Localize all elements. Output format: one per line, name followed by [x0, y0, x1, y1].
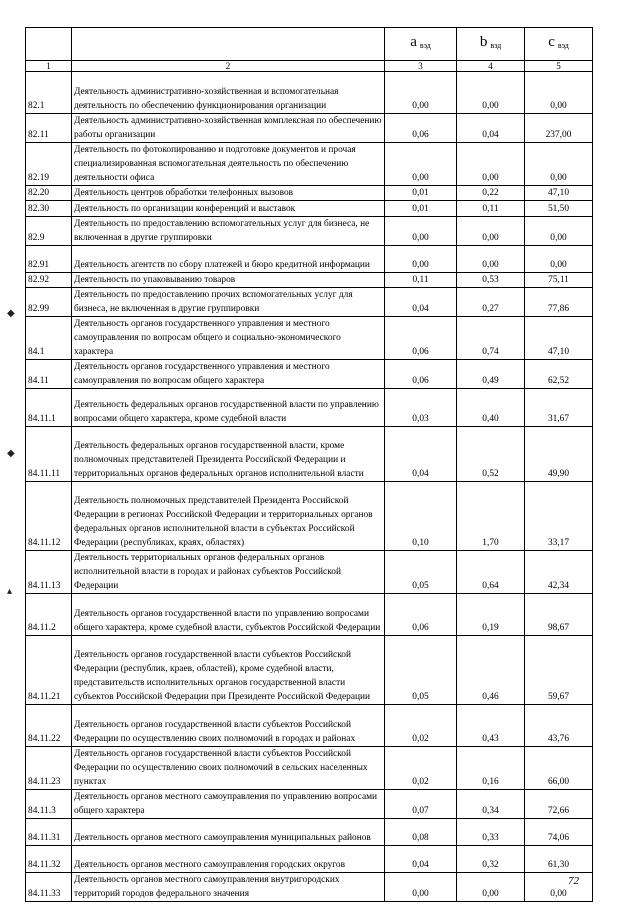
row-value-c: 47,10 [525, 317, 593, 360]
margin-mark: ◆ [7, 448, 15, 459]
row-value-b: 0,19 [457, 594, 525, 636]
row-value-c: 33,17 [525, 482, 593, 551]
row-value-b: 0,00 [457, 72, 525, 114]
row-code: 82.30 [26, 201, 72, 217]
row-value-b: 0,32 [457, 846, 525, 873]
row-value-a: 0,01 [385, 201, 457, 217]
row-code: 84.11.2 [26, 594, 72, 636]
row-value-b: 0,33 [457, 819, 525, 846]
row-value-a: 0,00 [385, 72, 457, 114]
row-code: 84.11.1 [26, 389, 72, 427]
row-value-c: 59,67 [525, 636, 593, 705]
row-description: Деятельность территориальных органов федеральных органов исполнительной власти в городах и районах субъектов Российской Федерации [72, 551, 385, 594]
row-value-b: 0,43 [457, 705, 525, 747]
row-description: Деятельность административно-хозяйственная и вспомогательная деятельность по обеспечению функционирования организации [72, 72, 385, 114]
coefficients-table [25, 27, 593, 902]
row-value-b: 0,27 [457, 288, 525, 317]
table-row [26, 790, 593, 819]
row-value-a: 0,04 [385, 288, 457, 317]
row-value-c: 72,66 [525, 790, 593, 819]
row-value-b: 0,00 [457, 217, 525, 246]
page-number: 72 [568, 875, 579, 887]
row-description: Деятельность центров обработки телефонных вызовов [72, 186, 385, 201]
table-body [26, 72, 593, 902]
row-value-b: 0,22 [457, 186, 525, 201]
row-code: 82.91 [26, 246, 72, 273]
row-description: Деятельность органов государственного управления и местного самоуправления по вопросам общего характера [72, 360, 385, 389]
row-value-c: 42,34 [525, 551, 593, 594]
row-value-c: 61,30 [525, 846, 593, 873]
row-code: 82.92 [26, 273, 72, 288]
row-description: Деятельность по предоставлению прочих вспомогательных услуг для бизнеса, не включенная в другие группировки [72, 288, 385, 317]
column-number: 5 [525, 61, 593, 72]
header-row [26, 28, 593, 61]
row-value-a: 0,05 [385, 636, 457, 705]
row-description: Деятельность органов местного самоуправления городских округов [72, 846, 385, 873]
table-row [26, 360, 593, 389]
table-row [26, 594, 593, 636]
table-row [26, 747, 593, 790]
row-code: 82.11 [26, 114, 72, 143]
table-row [26, 217, 593, 246]
row-value-c: 75,11 [525, 273, 593, 288]
table-row [26, 846, 593, 873]
row-value-a: 0,06 [385, 317, 457, 360]
row-description: Деятельность органов местного самоуправления муниципальных районов [72, 819, 385, 846]
row-code: 84.11.21 [26, 636, 72, 705]
row-description: Деятельность органов местного самоуправления внутригородских территорий городов федерального значения [72, 873, 385, 902]
row-description: Деятельность агентств по сбору платежей и бюро кредитной информации [72, 246, 385, 273]
row-value-a: 0,00 [385, 873, 457, 902]
row-code: 84.11.23 [26, 747, 72, 790]
header-b-subscript: вэд [490, 41, 502, 50]
row-value-b: 0,04 [457, 114, 525, 143]
row-value-a: 0,02 [385, 747, 457, 790]
row-value-b: 0,46 [457, 636, 525, 705]
row-code: 84.11.31 [26, 819, 72, 846]
header-a-label: a [410, 34, 417, 50]
row-description: Деятельность полномочных представителей Президента Российской Федерации в регионах Российской Федерации и территориальных органов федеральных органов исполнительной власти в субъектах Российской Федерации (республиках, краях, областях) [72, 482, 385, 551]
row-value-b: 0,74 [457, 317, 525, 360]
table-row [26, 246, 593, 273]
header-c-subscript: вэд [557, 41, 569, 50]
row-value-a: 0,03 [385, 389, 457, 427]
column-number-row [26, 61, 593, 72]
row-code: 82.20 [26, 186, 72, 201]
row-value-a: 0,00 [385, 217, 457, 246]
header-a-subscript: вэд [419, 41, 431, 50]
row-value-a: 0,00 [385, 143, 457, 186]
table-row [26, 427, 593, 482]
row-value-b: 0,00 [457, 873, 525, 902]
column-number: 4 [457, 61, 525, 72]
row-code: 84.11.33 [26, 873, 72, 902]
row-value-c: 0,00 [525, 72, 593, 114]
row-code: 82.19 [26, 143, 72, 186]
table-row [26, 114, 593, 143]
row-value-b: 0,11 [457, 201, 525, 217]
row-description: Деятельность по упаковыванию товаров [72, 273, 385, 288]
table-row [26, 72, 593, 114]
row-value-c: 237,00 [525, 114, 593, 143]
column-number: 1 [26, 61, 72, 72]
row-code: 84.11 [26, 360, 72, 389]
table-row [26, 186, 593, 201]
row-code: 84.11.3 [26, 790, 72, 819]
header-cell-c [525, 28, 593, 61]
row-value-b: 0,16 [457, 747, 525, 790]
table-row [26, 819, 593, 846]
table-row [26, 636, 593, 705]
header-cell-code [26, 28, 72, 61]
row-value-a: 0,07 [385, 790, 457, 819]
row-value-a: 0,05 [385, 551, 457, 594]
row-description: Деятельность федеральных органов государственной власти по управлению вопросами общего характера, кроме судебной власти [72, 389, 385, 427]
row-code: 82.1 [26, 72, 72, 114]
header-cell-a [385, 28, 457, 61]
row-value-a: 0,10 [385, 482, 457, 551]
row-value-c: 98,67 [525, 594, 593, 636]
table-row [26, 873, 593, 902]
header-cell-description [72, 28, 385, 61]
row-value-b: 0,34 [457, 790, 525, 819]
row-code: 84.11.22 [26, 705, 72, 747]
row-value-c: 77,86 [525, 288, 593, 317]
row-code: 84.11.13 [26, 551, 72, 594]
table-row [26, 143, 593, 186]
margin-mark: ▴ [7, 586, 13, 597]
row-value-a: 0,02 [385, 705, 457, 747]
row-description: Деятельность органов государственной власти по управлению вопросами общего характера, кроме судебной власти, субъектов Российской Федерации [72, 594, 385, 636]
row-value-a: 0,06 [385, 594, 457, 636]
table-row [26, 201, 593, 217]
row-value-c: 47,10 [525, 186, 593, 201]
table-row [26, 317, 593, 360]
row-value-c: 0,00 [525, 873, 593, 902]
row-value-a: 0,06 [385, 360, 457, 389]
row-value-b: 0,49 [457, 360, 525, 389]
row-value-c: 0,00 [525, 217, 593, 246]
row-value-c: 31,67 [525, 389, 593, 427]
row-value-b: 0,00 [457, 246, 525, 273]
table-row [26, 389, 593, 427]
row-value-c: 49,90 [525, 427, 593, 482]
row-description: Деятельность органов государственного управления и местного самоуправления по вопросам общего и социально-экономического характера [72, 317, 385, 360]
row-value-b: 0,00 [457, 143, 525, 186]
row-value-c: 0,00 [525, 143, 593, 186]
row-value-a: 0,00 [385, 246, 457, 273]
row-code: 84.1 [26, 317, 72, 360]
header-b-label: b [479, 34, 488, 50]
header-c-label: c [548, 34, 555, 50]
row-code: 82.99 [26, 288, 72, 317]
header-cell-b [457, 28, 525, 61]
row-description: Деятельность по предоставлению вспомогательных услуг для бизнеса, не включенная в другие группировки [72, 217, 385, 246]
row-description: Деятельность органов местного самоуправления по управлению вопросами общего характера [72, 790, 385, 819]
column-number: 2 [72, 61, 385, 72]
row-value-b: 0,40 [457, 389, 525, 427]
row-code: 84.11.32 [26, 846, 72, 873]
row-value-b: 0,64 [457, 551, 525, 594]
row-description: Деятельность административно-хозяйственная комплексная по обеспечению работы организации [72, 114, 385, 143]
table-row [26, 288, 593, 317]
row-code: 84.11.11 [26, 427, 72, 482]
row-value-c: 62,52 [525, 360, 593, 389]
table-row [26, 273, 593, 288]
row-value-c: 43,76 [525, 705, 593, 747]
row-description: Деятельность по организации конференций и выставок [72, 201, 385, 217]
row-value-c: 66,00 [525, 747, 593, 790]
row-code: 82.9 [26, 217, 72, 246]
row-description: Деятельность органов государственной власти субъектов Российской Федерации по осуществлению своих полномочий в сельских населенных пунктах [72, 747, 385, 790]
row-code: 84.11.12 [26, 482, 72, 551]
row-value-a: 0,11 [385, 273, 457, 288]
row-value-a: 0,08 [385, 819, 457, 846]
table-row [26, 551, 593, 594]
row-value-b: 1,70 [457, 482, 525, 551]
row-value-b: 0,53 [457, 273, 525, 288]
margin-mark: ◆ [7, 308, 15, 319]
row-value-c: 74,06 [525, 819, 593, 846]
row-description: Деятельность по фотокопированию и подготовке документов и прочая специализированная вспомогательная деятельность по обеспечению деятельности офиса [72, 143, 385, 186]
row-value-c: 0,00 [525, 246, 593, 273]
row-value-a: 0,04 [385, 846, 457, 873]
row-value-a: 0,04 [385, 427, 457, 482]
row-value-a: 0,06 [385, 114, 457, 143]
row-description: Деятельность органов государственной власти субъектов Российской Федерации по осуществлению своих полномочий в городах и районах [72, 705, 385, 747]
row-description: Деятельность федеральных органов государственной власти, кроме полномочных представителей Президента Российской Федерации и территориальных органов федеральных органов исполнительной власти [72, 427, 385, 482]
row-value-c: 51,50 [525, 201, 593, 217]
table-row [26, 482, 593, 551]
row-value-a: 0,01 [385, 186, 457, 201]
row-description: Деятельность органов государственной власти субъектов Российской Федерации (республик, краев, областей), кроме судебной власти, представительств исполнительных органов государственной власти субъектов Российской Федерации при Президенте Российской Федерации [72, 636, 385, 705]
column-number: 3 [385, 61, 457, 72]
row-value-b: 0,52 [457, 427, 525, 482]
table-row [26, 705, 593, 747]
